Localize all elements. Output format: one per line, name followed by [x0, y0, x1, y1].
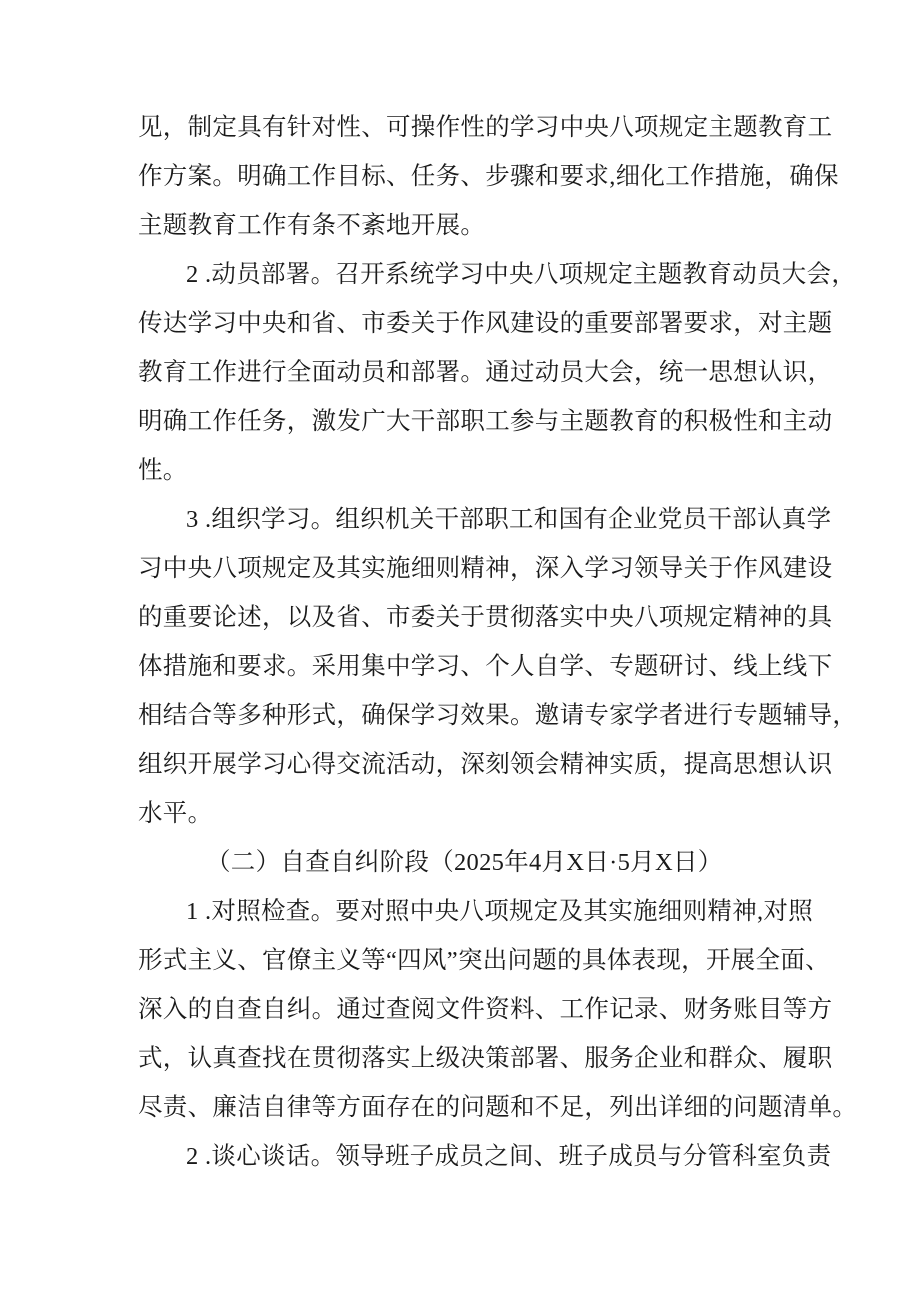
paragraph-line: 的重要论述，以及省、市委关于贯彻落实中央八项规定精神的具 — [138, 604, 833, 631]
paragraph-line: 体措施和要求。采用集中学习、个人自学、专题研讨、线上线下 — [138, 653, 833, 680]
paragraph-line: 性。 — [138, 457, 188, 484]
section-heading: （二）自查自纠阶段（2025年4月X日·5月X日） — [206, 849, 723, 876]
paragraph-line: 明确工作任务，激发广大干部职工参与主题教育的积极性和主动 — [138, 408, 833, 435]
paragraph-line: 习中央八项规定及其实施细则精神，深入学习领导关于作风建设 — [138, 555, 833, 582]
item-2-mobilization: 2 .动员部署。召开系统学习中央八项规定主题教育动员大会， — [186, 261, 857, 288]
item-2-talk: 2 .谈心谈话。领导班子成员之间、班子成员与分管科室负责 — [186, 1143, 832, 1170]
paragraph-line: 组织开展学习心得交流活动，深刻领会精神实质，提高思想认识 — [138, 751, 833, 778]
item-3-study: 3 .组织学习。组织机关干部职工和国有企业党员干部认真学 — [186, 506, 832, 533]
paragraph-line: 教育工作进行全面动员和部署。通过动员大会，统一思想认识， — [138, 359, 833, 386]
paragraph-line: 传达学习中央和省、市委关于作风建设的重要部署要求，对主题 — [138, 310, 833, 337]
paragraph-line: 主题教育工作有条不紊地开展。 — [138, 212, 486, 239]
paragraph-line: 作方案。明确工作目标、任务、步骤和要求,细化工作措施，确保 — [138, 163, 839, 190]
item-1-check: 1 .对照检查。要对照中央八项规定及其实施细则精神,对照 — [186, 898, 814, 925]
paragraph-line: 式，认真查找在贯彻落实上级决策部署、服务企业和群众、履职 — [138, 1045, 833, 1072]
paragraph-line: 见，制定具有针对性、可操作性的学习中央八项规定主题教育工 — [138, 114, 833, 141]
paragraph-line: 深入的自查自纠。通过查阅文件资料、工作记录、财务账目等方 — [138, 996, 833, 1023]
paragraph-line: 水平。 — [138, 800, 213, 827]
paragraph-line: 尽责、廉洁自律等方面存在的问题和不足，列出详细的问题清单。 — [138, 1094, 858, 1121]
paragraph-line: 形式主义、官僚主义等“四风”突出问题的具体表现，开展全面、 — [138, 947, 830, 974]
paragraph-line: 相结合等多种形式，确保学习效果。邀请专家学者进行专题辅导， — [138, 702, 858, 729]
